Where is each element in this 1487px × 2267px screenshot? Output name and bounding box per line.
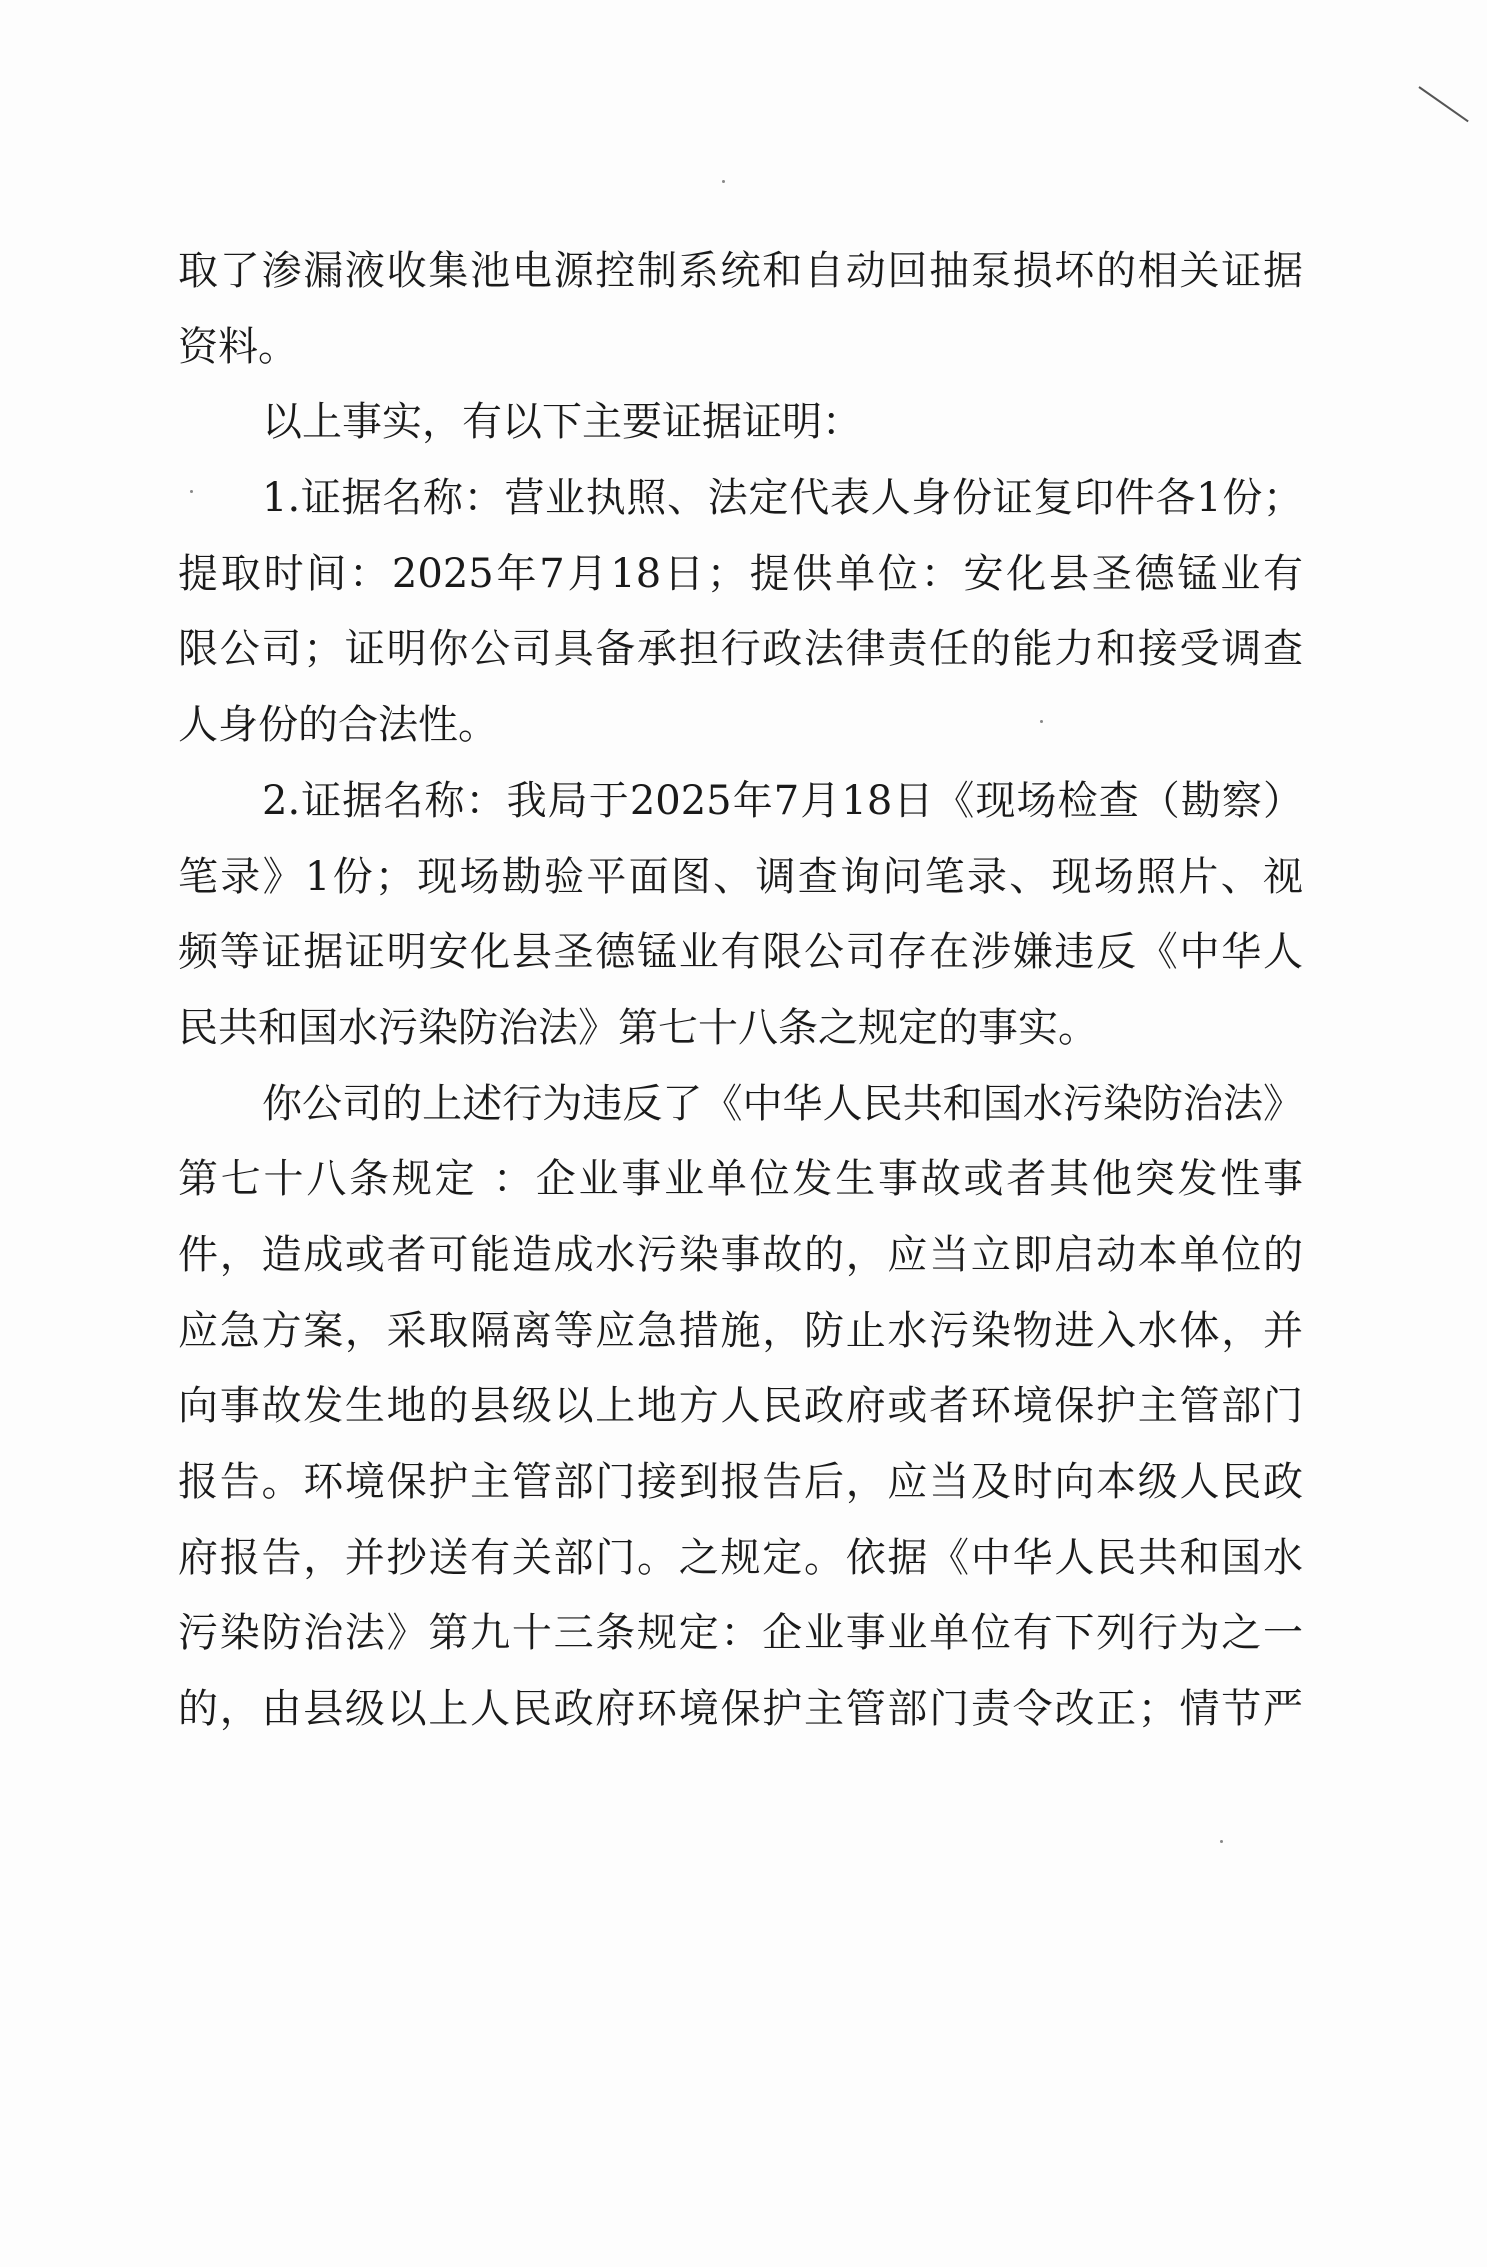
text-line: 限公司；证明你公司具备承担行政法律责任的能力和接受调查 bbox=[178, 626, 1303, 673]
text-line: 第七十八条规定 ：企业事业单位发生事故或者其他突发性事 bbox=[178, 1156, 1303, 1203]
paragraph-evidence-collected bbox=[178, 234, 1303, 385]
text-line: 报告。环境保护主管部门接到报告后，应当及时向本级人民政 bbox=[178, 1459, 1303, 1505]
text-line: 应急方案，采取隔离等应急措施，防止水污染物进入水体，并 bbox=[178, 1307, 1303, 1354]
scan-mark bbox=[1418, 86, 1468, 122]
paragraph-evidence-2 bbox=[178, 764, 1303, 1067]
scan-speck bbox=[1220, 1840, 1223, 1843]
text-line: 向事故发生地的县级以上地方人民政府或者环境保护主管部门 bbox=[178, 1383, 1303, 1430]
document-body bbox=[178, 234, 1303, 1748]
paragraph-violation bbox=[178, 1067, 1303, 1748]
text-line: 你公司的上述行为违反了《中华人民共和国水污染防治法》 bbox=[262, 1080, 1303, 1127]
text-line: 资料。 bbox=[178, 323, 298, 370]
text-line: 以上事实，有以下主要证据证明： bbox=[262, 399, 862, 446]
scan-speck bbox=[722, 180, 725, 183]
text-line: 笔录》1份；现场勘验平面图、调查询问笔录、现场照片、视 bbox=[178, 853, 1303, 900]
text-line: 件，造成或者可能造成水污染事故的，应当立即启动本单位的 bbox=[178, 1231, 1303, 1278]
text-line: 污染防治法》第九十三条规定：企业事业单位有下列行为之一 bbox=[178, 1610, 1303, 1657]
text-line: 2.证据名称：我局于2025年7月18日《现场检查（勘察） bbox=[262, 777, 1303, 824]
text-line: 民共和国水污染防治法》第七十八条之规定的事实。 bbox=[178, 1004, 1098, 1051]
paragraph-facts-intro bbox=[178, 385, 1303, 461]
text-line: 取了渗漏液收集池电源控制系统和自动回抽泵损坏的相关证据 bbox=[178, 248, 1303, 294]
paragraph-evidence-1 bbox=[178, 461, 1303, 764]
text-line: 提取时间：2025年7月18日；提供单位：安化县圣德锰业有 bbox=[178, 550, 1303, 597]
text-line: 1.证据名称：营业执照、法定代表人身份证复印件各1份； bbox=[262, 475, 1303, 522]
text-line: 人身份的合法性。 bbox=[178, 702, 498, 749]
text-line: 的，由县级以上人民政府环境保护主管部门责令改正；情节严 bbox=[178, 1686, 1303, 1733]
text-line: 府报告，并抄送有关部门。之规定。依据《中华人民共和国水 bbox=[178, 1534, 1303, 1581]
text-line: 频等证据证明安化县圣德锰业有限公司存在涉嫌违反《中华人 bbox=[178, 929, 1303, 976]
